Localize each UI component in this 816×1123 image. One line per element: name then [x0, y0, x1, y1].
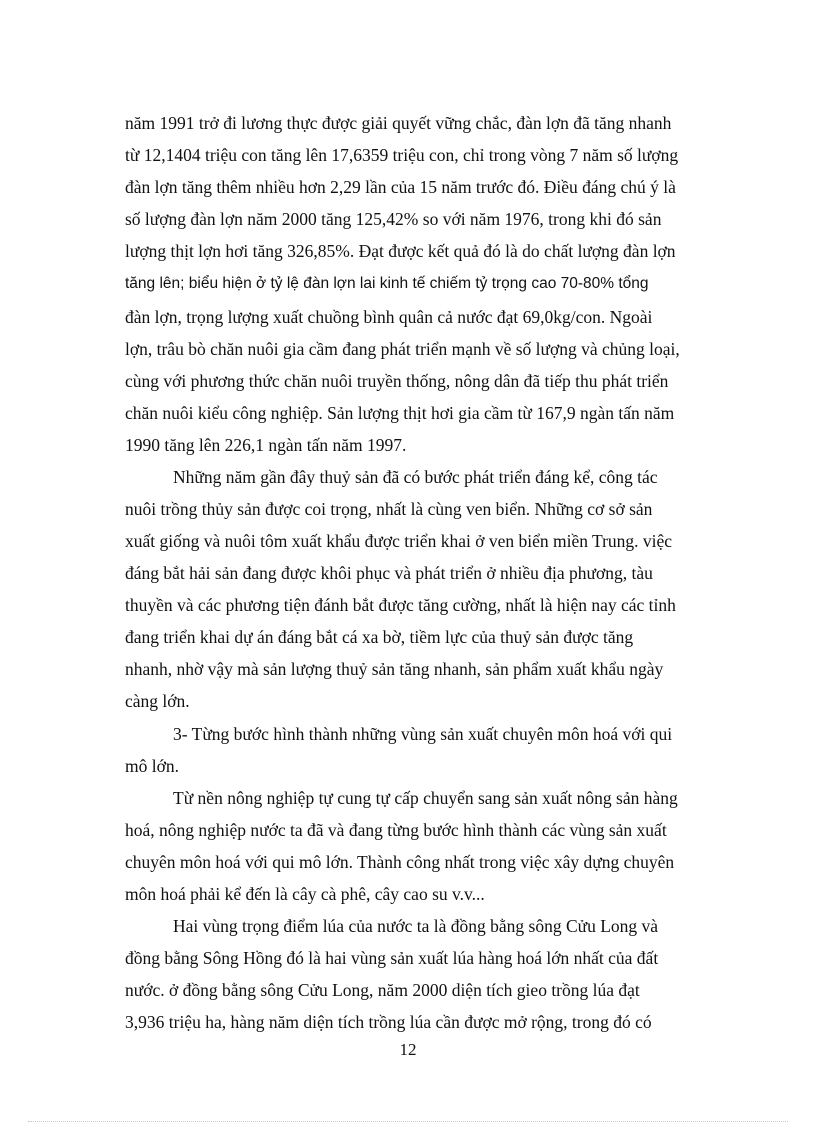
text-line: chăn nuôi kiểu công nghiệp. Sản lượng thịt hơi gia cầm từ 167,9 ngàn tấn năm — [125, 403, 675, 423]
text-line: chuyên môn hoá với qui mô lớn. Thành công nhất trong việc xây dựng chuyên — [125, 852, 675, 872]
text-line: tăng lên; biểu hiện ở tỷ lệ đàn lợn lai kinh tế chiếm tỷ trọng cao 70-80% tổng — [125, 275, 649, 292]
text-line: thuyền và các phương tiện đánh bắt được tăng cường, nhất là hiện nay các tỉnh — [125, 595, 676, 615]
paragraph-first-line: Những năm gần đây thuỷ sản đã có bước phát triển đáng kể, công tác — [173, 467, 658, 487]
text-line: hoá, nông nghiệp nước ta đã và đang từng bước hình thành các vùng sản xuất — [125, 820, 667, 840]
text-line: nước. ở đồng bằng sông Cửu Long, năm 2000 diện tích gieo trồng lúa đạt — [125, 980, 640, 1000]
text-line: 1990 tăng lên 226,1 ngàn tấn năm 1997. — [125, 435, 407, 455]
section-heading: 3- Từng bước hình thành những vùng sản xuất chuyên môn hoá với qui — [173, 724, 673, 744]
text-line: từ 12,1404 triệu con tăng lên 17,6359 triệu con, chỉ trong vòng 7 năm số lượng — [125, 145, 679, 165]
paragraph-first-line: Hai vùng trọng điểm lúa của nước ta là đồng bằng sông Cửu Long và — [173, 916, 659, 936]
text-line: nuôi trồng thủy sản được coi trọng, nhất là cùng ven biển. Những cơ sở sản — [125, 499, 653, 519]
text-line: đàn lợn, trọng lượng xuất chuồng bình quân cả nước đạt 69,0kg/con. Ngoài — [125, 307, 653, 327]
section-heading-continuation: mô lớn. — [125, 756, 179, 776]
paragraph-first-line: Từ nền nông nghiệp tự cung tự cấp chuyển sang sản xuất nông sản hàng — [173, 788, 678, 808]
text-line: lượng thịt lợn hơi tăng 326,85%. Đạt được kết quả đó là do chất lượng đàn lợn — [125, 241, 676, 261]
text-line: đàn lợn tăng thêm nhiều hơn 2,29 lần của 15 năm trước đó. Điều đáng chú ý là — [125, 177, 676, 197]
text-line: cùng với phương thức chăn nuôi truyền thống, nông dân đã tiếp thu phát triển — [125, 371, 669, 391]
text-line: năm 1991 trở đi lương thực được giải quyết vững chắc, đàn lợn đã tăng nhanh — [125, 113, 672, 133]
text-line: đồng bằng Sông Hồng đó là hai vùng sản xuất lúa hàng hoá lớn nhất của đất — [125, 948, 659, 968]
text-line: môn hoá phải kể đến là cây cà phê, cây cao su v.v... — [125, 884, 485, 904]
text-line: nhanh, nhờ vậy mà sản lượng thuỷ sản tăng nhanh, sản phẩm xuất khẩu ngày — [125, 659, 664, 679]
text-line: càng lớn. — [125, 691, 190, 711]
text-line: số lượng đàn lợn năm 2000 tăng 125,42% so với năm 1976, trong khi đó sản — [125, 209, 662, 229]
text-line: đáng bắt hải sản đang được khôi phục và phát triển ở nhiều địa phương, tàu — [125, 563, 653, 583]
text-line: xuất giống và nuôi tôm xuất khẩu được triển khai ở ven biển miền Trung. việc — [125, 531, 673, 551]
text-line: lợn, trâu bò chăn nuôi gia cầm đang phát triển mạnh về số lượng và chủng loại, — [125, 339, 680, 359]
footer-dotted-rule — [28, 1121, 788, 1122]
text-line: đang triển khai dự án đáng bắt cá xa bờ, tiềm lực của thuỷ sản được tăng — [125, 627, 634, 647]
text-line: 3,936 triệu ha, hàng năm diện tích trồng lúa cần được mở rộng, trong đó có — [125, 1012, 652, 1032]
page-number: 12 — [399, 1040, 417, 1059]
